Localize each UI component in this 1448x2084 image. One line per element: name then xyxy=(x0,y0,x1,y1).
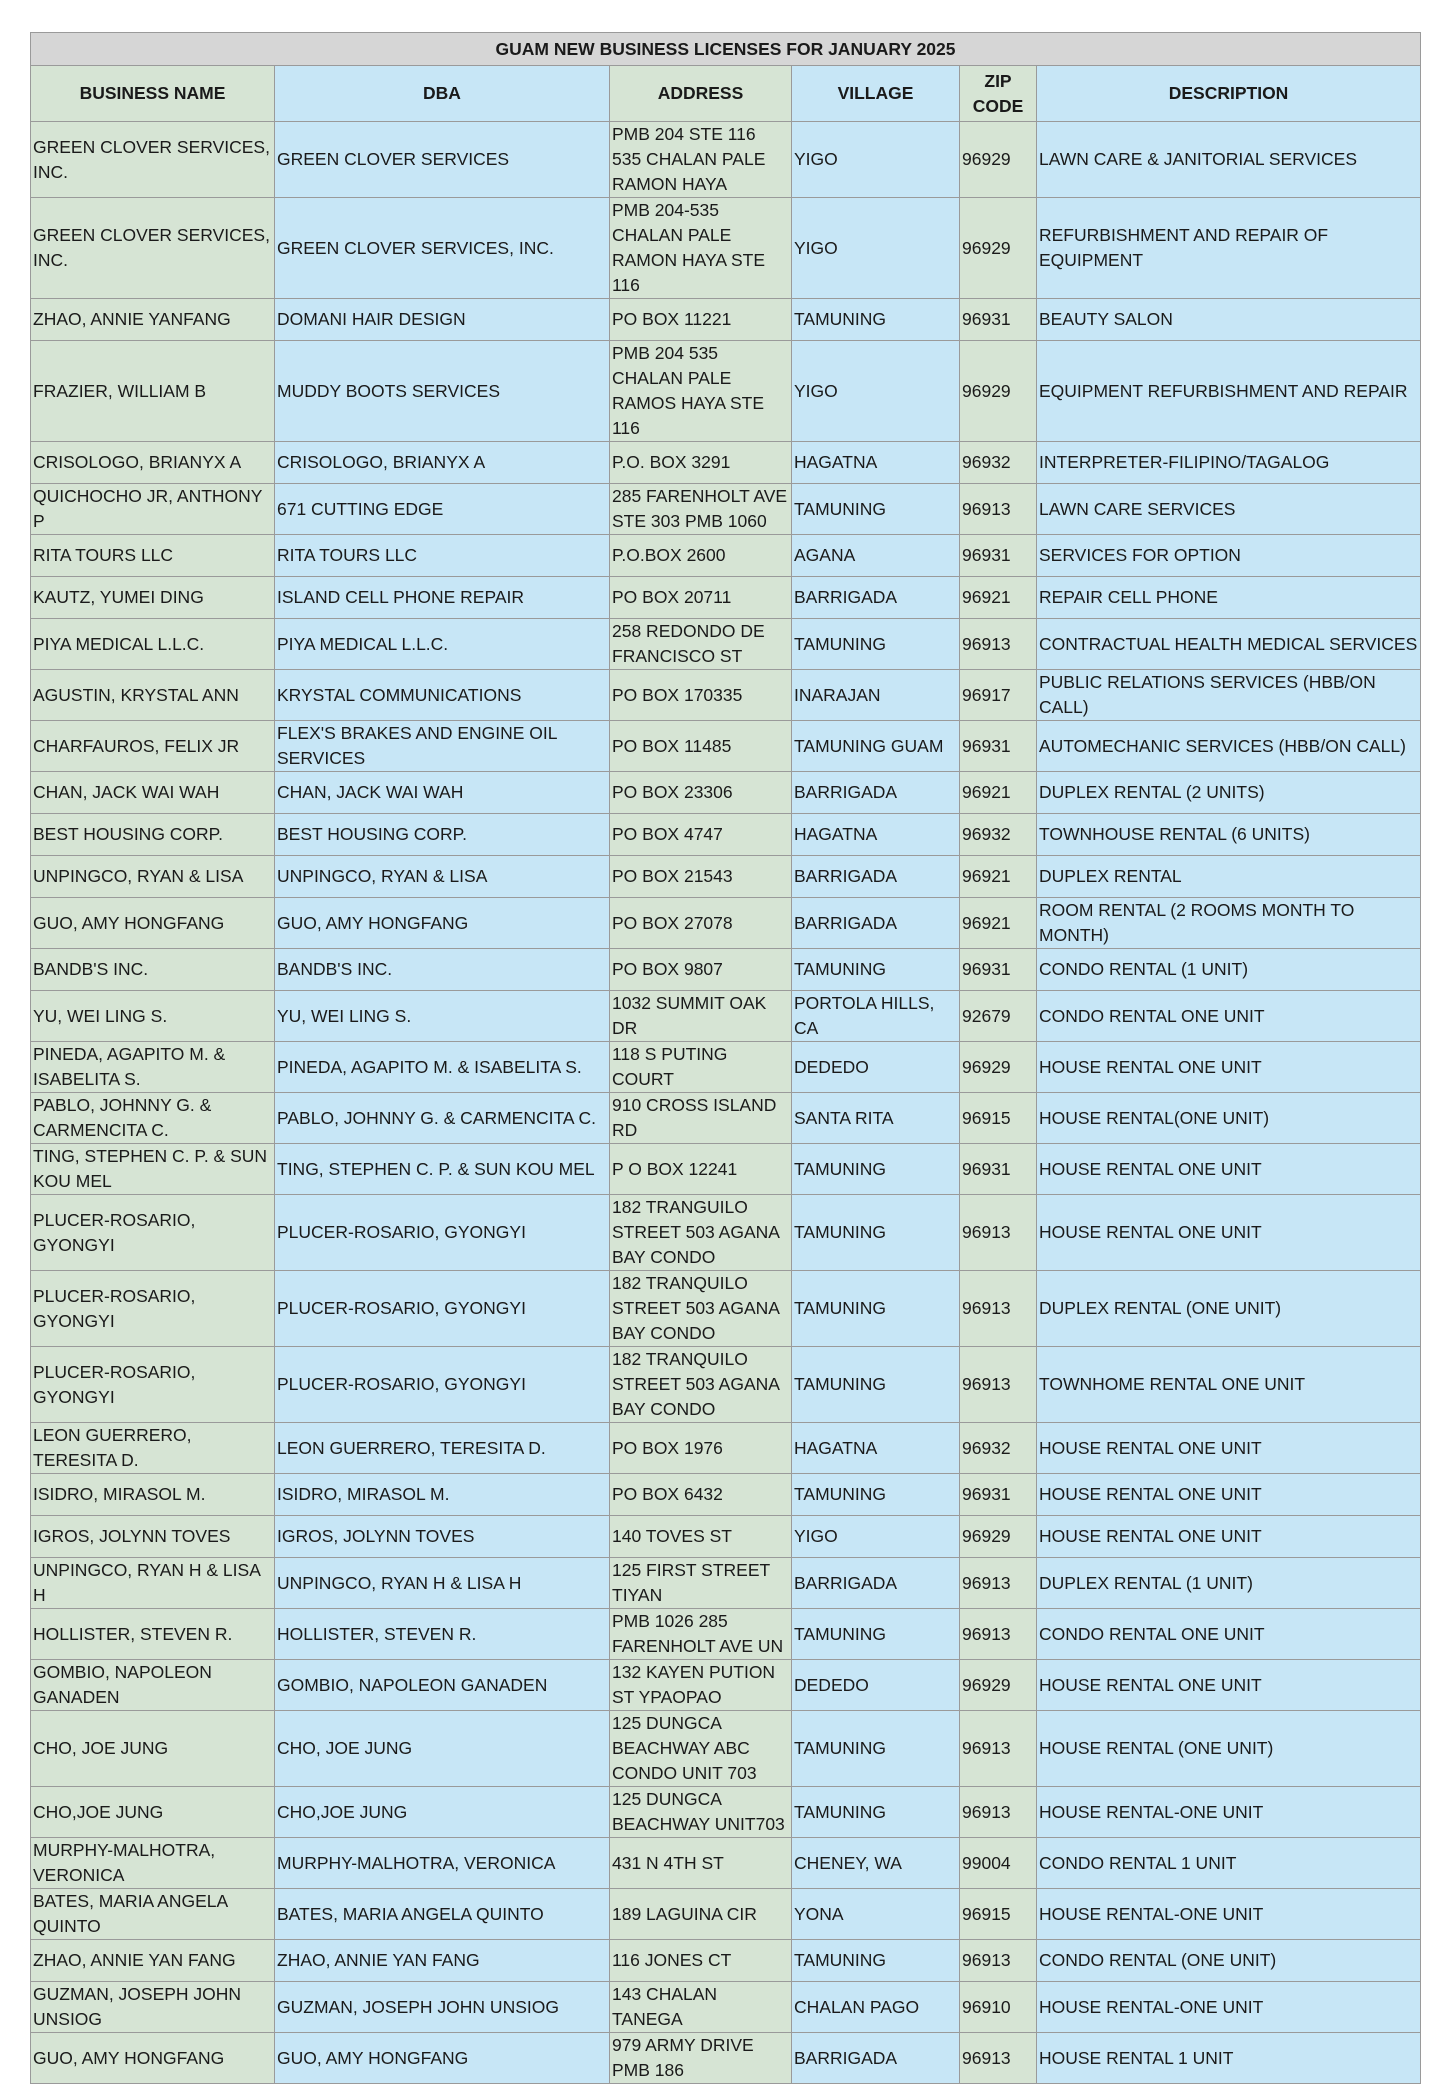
table-row xyxy=(31,122,1421,198)
description-cell: HOUSE RENTAL ONE UNIT xyxy=(1037,1195,1421,1271)
header-row xyxy=(31,66,1421,122)
table-row xyxy=(31,1271,1421,1347)
village-cell: TAMUNING xyxy=(792,619,960,670)
dba-cell: ISIDRO, MIRASOL M. xyxy=(275,1474,610,1516)
village-cell: YIGO xyxy=(792,1516,960,1558)
description-cell: REFURBISHMENT AND REPAIR OF EQUIPMENT xyxy=(1037,198,1421,299)
zip-code-cell: 96931 xyxy=(960,1144,1037,1195)
business-name-cell: FRAZIER, WILLIAM B xyxy=(31,341,275,442)
zip-code-cell: 96913 xyxy=(960,484,1037,535)
business-name-cell: HOLLISTER, STEVEN R. xyxy=(31,1609,275,1660)
address-cell: P.O.BOX 2600 xyxy=(610,535,792,577)
village-cell: TAMUNING xyxy=(792,1195,960,1271)
business-name-cell: ZHAO, ANNIE YAN FANG xyxy=(31,1940,275,1982)
business-name-cell: LEON GUERRERO, TERESITA D. xyxy=(31,1423,275,1474)
village-cell: TAMUNING xyxy=(792,1609,960,1660)
zip-code-cell: 96921 xyxy=(960,772,1037,814)
description-cell: CONDO RENTAL (1 UNIT) xyxy=(1037,949,1421,991)
zip-code-cell: 96921 xyxy=(960,898,1037,949)
business-name-cell: PLUCER-ROSARIO, GYONGYI xyxy=(31,1271,275,1347)
business-name-cell: PABLO, JOHNNY G. & CARMENCITA C. xyxy=(31,1093,275,1144)
business-name-cell: UNPINGCO, RYAN & LISA xyxy=(31,856,275,898)
address-cell: PO BOX 27078 xyxy=(610,898,792,949)
dba-cell: GUZMAN, JOSEPH JOHN UNSIOG xyxy=(275,1982,610,2033)
table-row xyxy=(31,991,1421,1042)
business-name-cell: RITA TOURS LLC xyxy=(31,535,275,577)
dba-cell: LEON GUERRERO, TERESITA D. xyxy=(275,1423,610,1474)
address-cell: 431 N 4TH ST xyxy=(610,1838,792,1889)
address-cell: PO BOX 11221 xyxy=(610,299,792,341)
address-cell: 118 S PUTING COURT xyxy=(610,1042,792,1093)
business-name-cell: PINEDA, AGAPITO M. & ISABELITA S. xyxy=(31,1042,275,1093)
header-address: ADDRESS xyxy=(610,66,792,122)
table-row xyxy=(31,721,1421,772)
zip-code-cell: 96913 xyxy=(960,1271,1037,1347)
business-name-cell: GUO, AMY HONGFANG xyxy=(31,898,275,949)
table-row xyxy=(31,898,1421,949)
business-name-cell: AGUSTIN, KRYSTAL ANN xyxy=(31,670,275,721)
table-row xyxy=(31,577,1421,619)
description-cell: HOUSE RENTAL-ONE UNIT xyxy=(1037,1889,1421,1940)
village-cell: CHENEY, WA xyxy=(792,1838,960,1889)
address-cell: P.O. BOX 3291 xyxy=(610,442,792,484)
business-name-cell: CHO, JOE JUNG xyxy=(31,1711,275,1787)
zip-code-cell: 96913 xyxy=(960,2033,1037,2084)
address-cell: 979 ARMY DRIVE PMB 186 xyxy=(610,2033,792,2084)
description-cell: CONDO RENTAL ONE UNIT xyxy=(1037,991,1421,1042)
zip-code-cell: 96913 xyxy=(960,1195,1037,1271)
village-cell: INARAJAN xyxy=(792,670,960,721)
dba-cell: UNPINGCO, RYAN H & LISA H xyxy=(275,1558,610,1609)
business-name-cell: CHARFAUROS, FELIX JR xyxy=(31,721,275,772)
zip-code-cell: 96932 xyxy=(960,1423,1037,1474)
village-cell: TAMUNING xyxy=(792,949,960,991)
header-zip-code: ZIP CODE xyxy=(960,66,1037,122)
description-cell: LAWN CARE & JANITORIAL SERVICES xyxy=(1037,122,1421,198)
description-cell: INTERPRETER-FILIPINO/TAGALOG xyxy=(1037,442,1421,484)
table-row xyxy=(31,1711,1421,1787)
business-name-cell: PLUCER-ROSARIO, GYONGYI xyxy=(31,1195,275,1271)
dba-cell: BATES, MARIA ANGELA QUINTO xyxy=(275,1889,610,1940)
dba-cell: BANDB'S INC. xyxy=(275,949,610,991)
table-row xyxy=(31,1787,1421,1838)
dba-cell: CRISOLOGO, BRIANYX A xyxy=(275,442,610,484)
title-row xyxy=(31,33,1421,66)
table-row xyxy=(31,1516,1421,1558)
table-row xyxy=(31,1838,1421,1889)
business-name-cell: GOMBIO, NAPOLEON GANADEN xyxy=(31,1660,275,1711)
zip-code-cell: 96929 xyxy=(960,1660,1037,1711)
village-cell: AGANA xyxy=(792,535,960,577)
dba-cell: UNPINGCO, RYAN & LISA xyxy=(275,856,610,898)
description-cell: HOUSE RENTAL-ONE UNIT xyxy=(1037,1787,1421,1838)
business-name-cell: MURPHY-MALHOTRA, VERONICA xyxy=(31,1838,275,1889)
business-name-cell: ISIDRO, MIRASOL M. xyxy=(31,1474,275,1516)
dba-cell: 671 CUTTING EDGE xyxy=(275,484,610,535)
zip-code-cell: 96921 xyxy=(960,856,1037,898)
address-cell: 125 DUNGCA BEACHWAY ABC CONDO UNIT 703 xyxy=(610,1711,792,1787)
table-row xyxy=(31,1609,1421,1660)
zip-code-cell: 96931 xyxy=(960,1474,1037,1516)
dba-cell: FLEX'S BRAKES AND ENGINE OIL SERVICES xyxy=(275,721,610,772)
table-row xyxy=(31,1982,1421,2033)
description-cell: HOUSE RENTAL ONE UNIT xyxy=(1037,1144,1421,1195)
zip-code-cell: 96931 xyxy=(960,535,1037,577)
zip-code-cell: 96932 xyxy=(960,442,1037,484)
village-cell: TAMUNING xyxy=(792,1787,960,1838)
business-name-cell: PLUCER-ROSARIO, GYONGYI xyxy=(31,1347,275,1423)
dba-cell: DOMANI HAIR DESIGN xyxy=(275,299,610,341)
table-row xyxy=(31,341,1421,442)
dba-cell: CHO, JOE JUNG xyxy=(275,1711,610,1787)
business-name-cell: GUZMAN, JOSEPH JOHN UNSIOG xyxy=(31,1982,275,2033)
village-cell: HAGATNA xyxy=(792,1423,960,1474)
table-row xyxy=(31,949,1421,991)
zip-code-cell: 96929 xyxy=(960,341,1037,442)
village-cell: YONA xyxy=(792,1889,960,1940)
zip-code-cell: 96921 xyxy=(960,577,1037,619)
dba-cell: ISLAND CELL PHONE REPAIR xyxy=(275,577,610,619)
village-cell: CHALAN PAGO xyxy=(792,1982,960,2033)
description-cell: HOUSE RENTAL(ONE UNIT) xyxy=(1037,1093,1421,1144)
description-cell: TOWNHOME RENTAL ONE UNIT xyxy=(1037,1347,1421,1423)
table-row xyxy=(31,2033,1421,2084)
header-dba: DBA xyxy=(275,66,610,122)
business-name-cell: GREEN CLOVER SERVICES, INC. xyxy=(31,198,275,299)
table-row xyxy=(31,198,1421,299)
description-cell: HOUSE RENTAL ONE UNIT xyxy=(1037,1423,1421,1474)
table-row xyxy=(31,484,1421,535)
village-cell: BARRIGADA xyxy=(792,2033,960,2084)
address-cell: PMB 204-535 CHALAN PALE RAMON HAYA STE 116 xyxy=(610,198,792,299)
village-cell: DEDEDO xyxy=(792,1042,960,1093)
zip-code-cell: 96931 xyxy=(960,721,1037,772)
zip-code-cell: 96913 xyxy=(960,1711,1037,1787)
zip-code-cell: 96915 xyxy=(960,1093,1037,1144)
village-cell: BARRIGADA xyxy=(792,772,960,814)
dba-cell: PLUCER-ROSARIO, GYONGYI xyxy=(275,1271,610,1347)
business-name-cell: KAUTZ, YUMEI DING xyxy=(31,577,275,619)
business-name-cell: CRISOLOGO, BRIANYX A xyxy=(31,442,275,484)
zip-code-cell: 96929 xyxy=(960,1516,1037,1558)
dba-cell: PINEDA, AGAPITO M. & ISABELITA S. xyxy=(275,1042,610,1093)
description-cell: HOUSE RENTAL 1 UNIT xyxy=(1037,2033,1421,2084)
address-cell: PO BOX 6432 xyxy=(610,1474,792,1516)
table-row xyxy=(31,1195,1421,1271)
zip-code-cell: 96913 xyxy=(960,1940,1037,1982)
village-cell: BARRIGADA xyxy=(792,577,960,619)
dba-cell: PLUCER-ROSARIO, GYONGYI xyxy=(275,1195,610,1271)
business-name-cell: CHO,JOE JUNG xyxy=(31,1787,275,1838)
description-cell: HOUSE RENTAL (ONE UNIT) xyxy=(1037,1711,1421,1787)
description-cell: HOUSE RENTAL ONE UNIT xyxy=(1037,1516,1421,1558)
village-cell: TAMUNING xyxy=(792,299,960,341)
address-cell: PMB 204 STE 116 535 CHALAN PALE RAMON HAYA xyxy=(610,122,792,198)
description-cell: HOUSE RENTAL-ONE UNIT xyxy=(1037,1982,1421,2033)
description-cell: HOUSE RENTAL ONE UNIT xyxy=(1037,1660,1421,1711)
village-cell: DEDEDO xyxy=(792,1660,960,1711)
village-cell: TAMUNING GUAM xyxy=(792,721,960,772)
table-row xyxy=(31,1474,1421,1516)
business-name-cell: PIYA MEDICAL L.L.C. xyxy=(31,619,275,670)
address-cell: 258 REDONDO DE FRANCISCO ST xyxy=(610,619,792,670)
header-description: DESCRIPTION xyxy=(1037,66,1421,122)
table-row xyxy=(31,1423,1421,1474)
business-name-cell: YU, WEI LING S. xyxy=(31,991,275,1042)
zip-code-cell: 96913 xyxy=(960,1558,1037,1609)
description-cell: TOWNHOUSE RENTAL (6 UNITS) xyxy=(1037,814,1421,856)
header-business-name: BUSINESS NAME xyxy=(31,66,275,122)
village-cell: BARRIGADA xyxy=(792,1558,960,1609)
dba-cell: KRYSTAL COMMUNICATIONS xyxy=(275,670,610,721)
village-cell: TAMUNING xyxy=(792,1474,960,1516)
address-cell: PO BOX 23306 xyxy=(610,772,792,814)
description-cell: DUPLEX RENTAL (2 UNITS) xyxy=(1037,772,1421,814)
table-row xyxy=(31,1144,1421,1195)
table-row xyxy=(31,1660,1421,1711)
description-cell: AUTOMECHANIC SERVICES (HBB/ON CALL) xyxy=(1037,721,1421,772)
zip-code-cell: 96929 xyxy=(960,198,1037,299)
zip-code-cell: 92679 xyxy=(960,991,1037,1042)
business-name-cell: TING, STEPHEN C. P. & SUN KOU MEL xyxy=(31,1144,275,1195)
dba-cell: CHAN, JACK WAI WAH xyxy=(275,772,610,814)
village-cell: HAGATNA xyxy=(792,442,960,484)
village-cell: TAMUNING xyxy=(792,1711,960,1787)
dba-cell: MURPHY-MALHOTRA, VERONICA xyxy=(275,1838,610,1889)
address-cell: 285 FARENHOLT AVE STE 303 PMB 1060 xyxy=(610,484,792,535)
business-name-cell: ZHAO, ANNIE YANFANG xyxy=(31,299,275,341)
description-cell: CONDO RENTAL (ONE UNIT) xyxy=(1037,1940,1421,1982)
address-cell: PMB 1026 285 FARENHOLT AVE UN xyxy=(610,1609,792,1660)
business-name-cell: QUICHOCHO JR, ANTHONY P xyxy=(31,484,275,535)
description-cell: DUPLEX RENTAL xyxy=(1037,856,1421,898)
zip-code-cell: 96910 xyxy=(960,1982,1037,2033)
dba-cell: BEST HOUSING CORP. xyxy=(275,814,610,856)
address-cell: 143 CHALAN TANEGA xyxy=(610,1982,792,2033)
description-cell: DUPLEX RENTAL (1 UNIT) xyxy=(1037,1558,1421,1609)
description-cell: SERVICES FOR OPTION xyxy=(1037,535,1421,577)
address-cell: PO BOX 1976 xyxy=(610,1423,792,1474)
table-row xyxy=(31,1093,1421,1144)
address-cell: 182 TRANQUILO STREET 503 AGANA BAY CONDO xyxy=(610,1347,792,1423)
village-cell: TAMUNING xyxy=(792,1144,960,1195)
dba-cell: PABLO, JOHNNY G. & CARMENCITA C. xyxy=(275,1093,610,1144)
description-cell: CONTRACTUAL HEALTH MEDICAL SERVICES xyxy=(1037,619,1421,670)
dba-cell: IGROS, JOLYNN TOVES xyxy=(275,1516,610,1558)
description-cell: HOUSE RENTAL ONE UNIT xyxy=(1037,1474,1421,1516)
address-cell: 182 TRANQUILO STREET 503 AGANA BAY CONDO xyxy=(610,1271,792,1347)
table-row xyxy=(31,1940,1421,1982)
address-cell: 125 FIRST STREET TIYAN xyxy=(610,1558,792,1609)
description-cell: LAWN CARE SERVICES xyxy=(1037,484,1421,535)
dba-cell: ZHAO, ANNIE YAN FANG xyxy=(275,1940,610,1982)
dba-cell: TING, STEPHEN C. P. & SUN KOU MEL xyxy=(275,1144,610,1195)
table-row xyxy=(31,442,1421,484)
business-name-cell: UNPINGCO, RYAN H & LISA H xyxy=(31,1558,275,1609)
table-row xyxy=(31,670,1421,721)
dba-cell: MUDDY BOOTS SERVICES xyxy=(275,341,610,442)
address-cell: P O BOX 12241 xyxy=(610,1144,792,1195)
business-name-cell: GREEN CLOVER SERVICES, INC. xyxy=(31,122,275,198)
table-row xyxy=(31,1889,1421,1940)
zip-code-cell: 96932 xyxy=(960,814,1037,856)
dba-cell: GOMBIO, NAPOLEON GANADEN xyxy=(275,1660,610,1711)
dba-cell: GUO, AMY HONGFANG xyxy=(275,898,610,949)
zip-code-cell: 96917 xyxy=(960,670,1037,721)
village-cell: PORTOLA HILLS, CA xyxy=(792,991,960,1042)
zip-code-cell: 96913 xyxy=(960,1609,1037,1660)
description-cell: BEAUTY SALON xyxy=(1037,299,1421,341)
description-cell: EQUIPMENT REFURBISHMENT AND REPAIR xyxy=(1037,341,1421,442)
table-row xyxy=(31,535,1421,577)
village-cell: YIGO xyxy=(792,122,960,198)
village-cell: TAMUNING xyxy=(792,484,960,535)
zip-code-cell: 96915 xyxy=(960,1889,1037,1940)
dba-cell: GREEN CLOVER SERVICES xyxy=(275,122,610,198)
table-row xyxy=(31,1042,1421,1093)
address-cell: PO BOX 20711 xyxy=(610,577,792,619)
business-name-cell: CHAN, JACK WAI WAH xyxy=(31,772,275,814)
description-cell: PUBLIC RELATIONS SERVICES (HBB/ON CALL) xyxy=(1037,670,1421,721)
dba-cell: GUO, AMY HONGFANG xyxy=(275,2033,610,2084)
description-cell: HOUSE RENTAL ONE UNIT xyxy=(1037,1042,1421,1093)
address-cell: PMB 204 535 CHALAN PALE RAMOS HAYA STE 116 xyxy=(610,341,792,442)
description-cell: DUPLEX RENTAL (ONE UNIT) xyxy=(1037,1271,1421,1347)
village-cell: HAGATNA xyxy=(792,814,960,856)
address-cell: 182 TRANGUILO STREET 503 AGANA BAY CONDO xyxy=(610,1195,792,1271)
business-name-cell: GUO, AMY HONGFANG xyxy=(31,2033,275,2084)
address-cell: 132 KAYEN PUTION ST YPAOPAO xyxy=(610,1660,792,1711)
address-cell: 1032 SUMMIT OAK DR xyxy=(610,991,792,1042)
village-cell: TAMUNING xyxy=(792,1271,960,1347)
dba-cell: YU, WEI LING S. xyxy=(275,991,610,1042)
village-cell: YIGO xyxy=(792,341,960,442)
village-cell: YIGO xyxy=(792,198,960,299)
description-cell: CONDO RENTAL ONE UNIT xyxy=(1037,1609,1421,1660)
description-cell: REPAIR CELL PHONE xyxy=(1037,577,1421,619)
dba-cell: PLUCER-ROSARIO, GYONGYI xyxy=(275,1347,610,1423)
zip-code-cell: 96913 xyxy=(960,619,1037,670)
village-cell: BARRIGADA xyxy=(792,856,960,898)
header-village: VILLAGE xyxy=(792,66,960,122)
address-cell: PO BOX 170335 xyxy=(610,670,792,721)
dba-cell: PIYA MEDICAL L.L.C. xyxy=(275,619,610,670)
zip-code-cell: 99004 xyxy=(960,1838,1037,1889)
table-row xyxy=(31,856,1421,898)
zip-code-cell: 96931 xyxy=(960,949,1037,991)
village-cell: BARRIGADA xyxy=(792,898,960,949)
address-cell: PO BOX 11485 xyxy=(610,721,792,772)
address-cell: 189 LAGUINA CIR xyxy=(610,1889,792,1940)
address-cell: 116 JONES CT xyxy=(610,1940,792,1982)
table-row xyxy=(31,1347,1421,1423)
address-cell: PO BOX 9807 xyxy=(610,949,792,991)
address-cell: PO BOX 21543 xyxy=(610,856,792,898)
zip-code-cell: 96913 xyxy=(960,1347,1037,1423)
business-name-cell: BATES, MARIA ANGELA QUINTO xyxy=(31,1889,275,1940)
sheet-title: GUAM NEW BUSINESS LICENSES FOR JANUARY 2025 xyxy=(31,33,1421,66)
zip-code-cell: 96929 xyxy=(960,1042,1037,1093)
zip-code-cell: 96931 xyxy=(960,299,1037,341)
dba-cell: RITA TOURS LLC xyxy=(275,535,610,577)
business-name-cell: BEST HOUSING CORP. xyxy=(31,814,275,856)
village-cell: TAMUNING xyxy=(792,1347,960,1423)
description-cell: ROOM RENTAL (2 ROOMS MONTH TO MONTH) xyxy=(1037,898,1421,949)
description-cell: CONDO RENTAL 1 UNIT xyxy=(1037,1838,1421,1889)
table-row xyxy=(31,1558,1421,1609)
table-row xyxy=(31,619,1421,670)
business-license-table xyxy=(30,32,1421,2084)
dba-cell: HOLLISTER, STEVEN R. xyxy=(275,1609,610,1660)
dba-cell: GREEN CLOVER SERVICES, INC. xyxy=(275,198,610,299)
zip-code-cell: 96913 xyxy=(960,1787,1037,1838)
business-name-cell: IGROS, JOLYNN TOVES xyxy=(31,1516,275,1558)
table-row xyxy=(31,299,1421,341)
village-cell: TAMUNING xyxy=(792,1940,960,1982)
address-cell: PO BOX 4747 xyxy=(610,814,792,856)
village-cell: SANTA RITA xyxy=(792,1093,960,1144)
address-cell: 125 DUNGCA BEACHWAY UNIT703 xyxy=(610,1787,792,1838)
table-row xyxy=(31,772,1421,814)
zip-code-cell: 96929 xyxy=(960,122,1037,198)
business-name-cell: BANDB'S INC. xyxy=(31,949,275,991)
address-cell: 910 CROSS ISLAND RD xyxy=(610,1093,792,1144)
dba-cell: CHO,JOE JUNG xyxy=(275,1787,610,1838)
table-body xyxy=(31,122,1421,2084)
address-cell: 140 TOVES ST xyxy=(610,1516,792,1558)
table-row xyxy=(31,814,1421,856)
